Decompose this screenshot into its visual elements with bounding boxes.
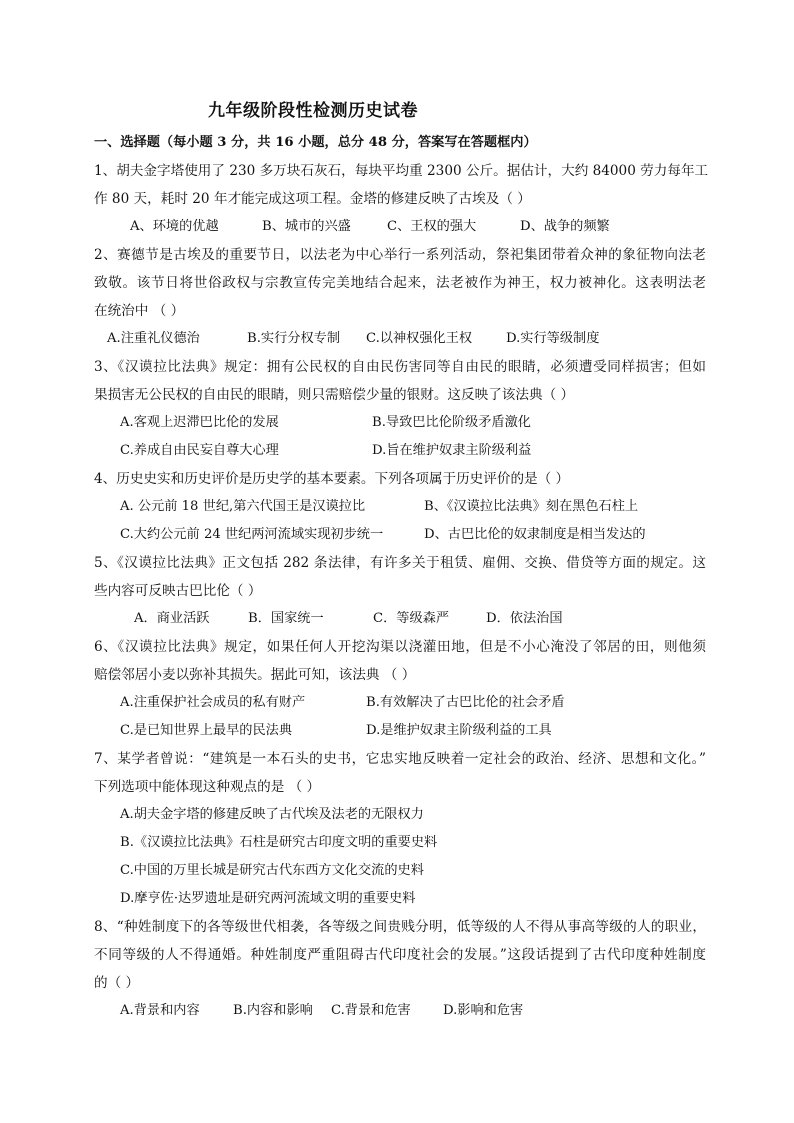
option-c: C.背景和危害 <box>331 1003 411 1018</box>
option-b: B、《汉谟拉比法典》刻在黑色石柱上 <box>424 499 639 514</box>
option-b: B.实行分权专制 <box>247 331 341 346</box>
option-c: C．等级森严 <box>373 611 450 626</box>
question-text-line: 的（ ） <box>94 975 140 991</box>
question-text-line: 1、胡夫金字塔使用了 230 多万块石灰石，每块平均重 2300 公斤。据估计，大约 84000 劳力每年工 <box>94 163 709 179</box>
option-a: A.注重礼仪德治 <box>107 331 200 346</box>
question-text-line: 6、《汉谟拉比法典》规定，如果任何人开挖沟渠以浇灌田地，但是不小心淹没了邻居的田，则他须 <box>94 639 706 655</box>
question-text-line: 8、“种姓制度下的各等级世代相袭，各等级之间贵贱分明，低等级的人不得从事高等级的人的职业， <box>94 919 706 935</box>
question-text-line: 果损害无公民权的自由民的眼睛，则只需赔偿少量的银财。这反映了该法典（ ） <box>94 387 575 403</box>
section-heading: 一、选择题（每小题 3 分，共 16 小题，总分 48 分，答案写在答题框内） <box>94 135 537 150</box>
option-c: C.大约公元前 24 世纪两河流域实现初步统一 <box>120 527 384 542</box>
question-text-line: 些内容可反映古巴比伦（ ） <box>94 583 262 599</box>
question-text-line: 2、赛德节是古埃及的重要节日，以法老为中心举行一系列活动，祭祀集团带着众神的象征物向法老 <box>94 247 706 263</box>
option-d: D.旨在维护奴隶主阶级利益 <box>372 443 532 458</box>
option-a: A.注重保护社会成员的私有财产 <box>120 695 306 710</box>
option-c: C.以神权强化王权 <box>366 331 473 346</box>
question-text-line: 7、某学者曾说：“建筑是一本石头的史书，它忠实地反映着一定社会的政治、经济、思想和文化。” <box>94 751 706 767</box>
question-text-line: 5、《汉谟拉比法典》正文包括 282 条法律，有许多关于租赁、雇佣、交换、借贷等方面的规定。这 <box>94 555 706 571</box>
question-text-line: 不同等级的人不得通婚。种姓制度严重阻碍古代印度社会的发展。”这段话提到了古代印度种姓制度 <box>94 947 706 963</box>
option-a: A.胡夫金字塔的修建反映了古代埃及法老的无限权力 <box>120 807 424 822</box>
option-a: A、环境的优越 <box>130 219 219 234</box>
option-d: D.是维护奴隶主阶级利益的工具 <box>366 723 552 738</box>
option-d: D.摩亨佐·达罗遗址是研究两河流域文明的重要史料 <box>120 891 416 906</box>
option-b: B.导致巴比伦阶级矛盾激化 <box>372 415 531 430</box>
option-c: C.中国的万里长城是研究古代东西方文化交流的史料 <box>120 863 424 878</box>
option-d: D．依法治国 <box>486 611 563 626</box>
option-c: C.是已知世界上最早的民法典 <box>120 723 293 738</box>
question-text-line: 致敬。该节日将世俗政权与宗教宣传完美地结合起来，法老被作为神王，权力被神化。这表明法老 <box>94 275 706 291</box>
option-a: A. 公元前 18 世纪,第六代国王是汉谟拉比 <box>120 499 366 514</box>
option-d: D.实行等级制度 <box>506 331 600 346</box>
option-a: A.背景和内容 <box>120 1003 200 1018</box>
option-c: C.养成自由民妄自尊大心理 <box>120 443 279 458</box>
option-a: A．商业活跃 <box>134 611 210 626</box>
question-text-line: 4、历史史实和历史评价是历史学的基本要素。下列各项属于历史评价的是（ ） <box>94 471 570 487</box>
option-d: D、古巴比伦的奴隶制度是相当发达的 <box>424 527 646 542</box>
option-d: D.影响和危害 <box>443 1003 524 1018</box>
question-text-line: 3、《汉谟拉比法典》规定：拥有公民权的自由民伤害同等自由民的眼睛，必须遭受同样损害；但如 <box>94 359 706 375</box>
option-d: D、战争的频繁 <box>520 219 610 234</box>
option-a: A.客观上迟滞巴比伦的发展 <box>120 415 279 430</box>
question-text-line: 在统治中 （ ） <box>94 303 185 319</box>
option-b: B、城市的兴盛 <box>262 219 351 234</box>
option-b: B．国家统一 <box>248 611 324 626</box>
question-text-line: 下列选项中能体现这种观点的是 （ ） <box>94 779 321 795</box>
option-b: B.内容和影响 <box>233 1003 313 1018</box>
question-text-line: 赔偿邻居小麦以弥补其损失。据此可知，该法典 （ ） <box>94 667 416 683</box>
question-text-line: 作 80 天，耗时 20 年才能完成这项工程。金塔的修建反映了古埃及（ ） <box>94 191 531 207</box>
option-b: B.《汉谟拉比法典》石柱是研究古印度文明的重要史料 <box>120 835 438 850</box>
option-b: B.有效解决了古巴比伦的社会矛盾 <box>366 695 565 710</box>
option-c: C、王权的强大 <box>387 219 477 234</box>
exam-title: 九年级阶段性检测历史试卷 <box>208 101 418 121</box>
